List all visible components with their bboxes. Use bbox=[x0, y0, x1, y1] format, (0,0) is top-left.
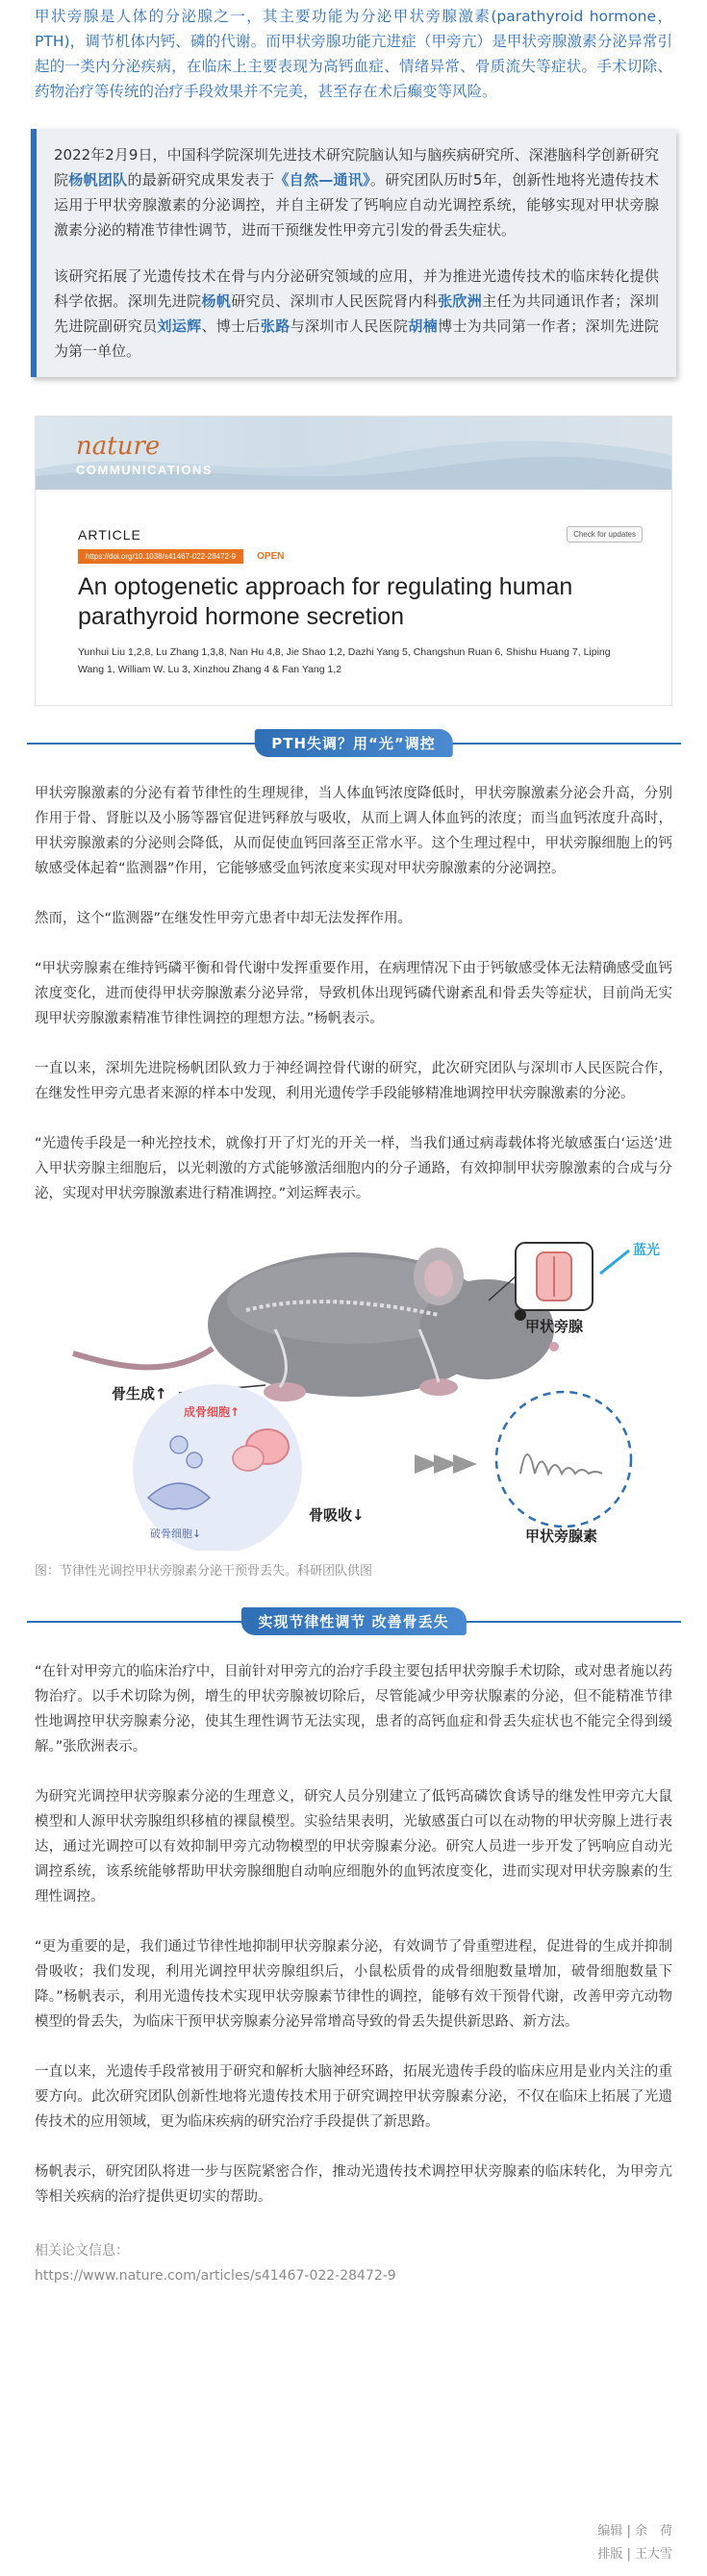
paper-title: An optogenetic approach for regulating human parathyroid hormone secretion bbox=[78, 573, 573, 630]
author-zhang-lu[interactable]: 张路 bbox=[260, 317, 290, 335]
mouse-tail bbox=[73, 1349, 213, 1367]
open-access-tag: OPEN bbox=[257, 551, 285, 562]
blue-light-icon bbox=[600, 1250, 629, 1274]
team-link[interactable]: 杨帆团队 bbox=[68, 171, 128, 189]
section-heading-2 bbox=[27, 1607, 681, 1634]
paragraph: 一直以来，光遗传手段常被用于研究和解析大脑神经环路，拓展光遗传手段的临床应用是业内关注的重要方向。此次研究团队创新性地将光遗传技术用于研究调控甲状旁腺素分泌，不仅在临床上拓展了光遗传技术的应用领域，更为临床疾病的研究治疗手段提供了新思路。 bbox=[35, 2064, 672, 2130]
callout-paragraph-1: 2022年2月9日，中国科学院深圳先进技术研究院脑认知与脑疾病研究所、深港脑科学创新研究院杨帆团队的最新研究成果发表于《自然—通讯》。研究团队历时5年，创新性地将光遗传技术运用于甲状旁腺激素的分泌调控，并自主研发了钙响应自动光调控系统，能够实现对甲状旁腺激素分泌的精准节律性调节，进而干预继发性甲旁亢引发的骨丢失症状。 bbox=[54, 146, 659, 239]
parathyroid-label: 甲状旁腺 bbox=[525, 1318, 584, 1335]
paragraph: “更为重要的是，我们通过节律性地抑制甲状旁腺素分泌，有效调节了骨重塑进程，促进骨的生成并抑制骨吸收；我们发现，利用光调控甲状旁腺组织后，小鼠松质骨的成骨细胞数量增加，破骨细胞数量下降。”杨帆表示，利用光遗传技术实现甲状旁腺素节律性的调控，能够有效干预骨代谢，改善甲旁亢动物模型的骨丢失，为临床干预甲状旁腺素分泌异常增高导致的骨丢失提供新思路、新方法。 bbox=[35, 1939, 672, 2030]
paragraph: “光遗传手段是一种光控技术，就像打开了灯光的开关一样，当我们通过病毒载体将光敏感蛋白‘运送’进入甲状旁腺主细胞后，以光刺激的方式能够激活细胞内的分子通路，有效抑制甲状旁腺激素的合成与分泌，实现对甲状旁腺激素进行精准调控。”刘运辉表示。 bbox=[35, 1136, 672, 1201]
paragraph: 然而，这个“监测器”在继发性甲旁亢患者中却无法发挥作用。 bbox=[35, 911, 413, 926]
author-yang[interactable]: 杨帆 bbox=[201, 292, 232, 310]
callout-paragraph-2: 该研究拓展了光遗传技术在骨与内分泌研究领域的应用，并为推进光遗传技术的临床转化提供科学依据。深圳先进院杨帆研究员、深圳市人民医院肾内科张欣洲主任为共同通讯作者；深圳先进院副研究员刘运辉、博士后张路与深圳市人民医院胡楠博士为共同第一作者；深圳先进院为第一单位。 bbox=[54, 267, 659, 360]
journal-logo: nature bbox=[76, 432, 161, 461]
section-1-body bbox=[0, 781, 707, 1206]
osteoblast-label: 成骨细胞↑ bbox=[184, 1405, 240, 1419]
bone-resorption-label: 骨吸收↓ bbox=[309, 1506, 365, 1524]
blue-light-label: 蓝光 bbox=[633, 1243, 660, 1258]
section-heading-1 bbox=[27, 729, 681, 756]
references bbox=[0, 2210, 707, 2288]
section-2-body bbox=[0, 1659, 707, 2210]
bone-formation-label: 骨生成↑ bbox=[112, 1385, 167, 1402]
osteoclast-label: 破骨细胞↓ bbox=[150, 1528, 202, 1540]
author-zhang-xinzhou[interactable]: 张欣洲 bbox=[438, 292, 483, 310]
paragraph: “甲状旁腺素在维持钙磷平衡和骨代谢中发挥重要作用，在病理情况下由于钙敏感受体无法精确感受血钙浓度变化，进而使得甲状旁腺激素分泌异常，导致机体出现钙磷代谢紊乱和骨丢失等症状，目前尚无实现甲状旁腺激素精准节律性调控的理想方法。”杨帆表示。 bbox=[35, 961, 672, 1026]
pth-circle bbox=[496, 1392, 631, 1527]
author-liu[interactable]: 刘运辉 bbox=[157, 317, 202, 335]
credits bbox=[597, 2520, 672, 2566]
mechanism-figure bbox=[35, 1233, 672, 1551]
journal-subtitle: COMMUNICATIONS bbox=[76, 463, 214, 477]
layout-credit: 排版 | 王大雪 bbox=[597, 2547, 672, 2562]
figure-caption: 图：节律性光调控甲状旁腺素分泌干预骨丢失。科研团队供图 bbox=[35, 1564, 373, 1578]
references-label: 相关论文信息： bbox=[35, 2243, 129, 2259]
section-heading-1-label: PTH失调？用“光”调控 bbox=[254, 729, 453, 757]
journal-banner bbox=[36, 417, 671, 490]
pth-label: 甲状旁腺素 bbox=[525, 1528, 598, 1545]
check-for-updates-button[interactable]: Check for updates bbox=[567, 526, 643, 543]
author-hu[interactable]: 胡楠 bbox=[408, 317, 439, 335]
paragraph: 为研究光调控甲状旁腺素分泌的生理意义，研究人员分别建立了低钙高磷饮食诱导的继发性甲旁亢大鼠模型和人源甲状旁腺组织移植的裸鼠模型。实验结果表明，光敏感蛋白可以在动物的甲状旁腺上进行表达，通过光调控可以有效抑制甲旁亢动物模型的甲状旁腺素分泌。研究人员进一步开发了钙响应自动光调控系统，该系统能够帮助甲状旁腺细胞自动响应细胞外的血钙浓度变化，进而实现对甲状旁腺素的生理性调控。 bbox=[35, 1789, 672, 1905]
paragraph: 杨帆表示，研究团队将进一步与医院紧密合作，推动光遗传技术调控甲状旁腺素的临床转化，为甲旁亢等相关疾病的治疗提供更切实的帮助。 bbox=[35, 2164, 672, 2205]
mouse-nose bbox=[549, 1342, 559, 1351]
paper-authors: Yunhui Liu 1,2,8, Lu Zhang 1,3,8, Nan Hu 4,8, Jie Shao 1,2, Dazhi Yang 5, Changshun Ruan 6, Shishu Huang 7, Liping Wang 1, William W. Lu 3, Xinzhou Zhang 4 & Fan Yang 1,2 bbox=[78, 646, 611, 675]
article-type: ARTICLE bbox=[78, 527, 141, 543]
doi-link[interactable]: https://doi.org/10.1038/s41467-022-28472-9 bbox=[78, 549, 243, 564]
paragraph: “在针对甲旁亢的临床治疗中，目前针对甲旁亢的治疗手段主要包括甲状旁腺手术切除，或对患者施以药物治疗。以手术切除为例，增生的甲状旁腺被切除后，尽管能减少甲旁状腺素的分泌，但不能精准节律性地调控甲状旁腺素分泌，使其生理性调节无法实现，患者的高钙血症和骨丢失症状也不能完全得到缓解。”张欣洲表示。 bbox=[35, 1664, 672, 1755]
paper-screenshot bbox=[35, 416, 672, 706]
mechanism-illustration bbox=[35, 1233, 672, 1551]
paragraph: 甲状旁腺激素的分泌有着节律性的生理规律，当人体血钙浓度降低时，甲状旁腺激素分泌会升高，分别作用于骨、肾脏以及小肠等器官促进钙释放与吸收，从而上调人体血钙的浓度；而当血钙浓度升高时，甲状旁腺激素的分泌则会降低，从而促使血钙回落至正常水平。这个生理过程中，甲状旁腺细胞上的钙敏感受体起着“监测器”作用，它能够感受血钙浓度来实现对甲状旁腺激素的分泌调控。 bbox=[35, 786, 672, 876]
editor-credit: 编辑 | 余 荷 bbox=[597, 2524, 672, 2538]
section-heading-2-label: 实现节律性调节 改善骨丢失 bbox=[240, 1607, 466, 1635]
reference-url[interactable]: https://www.nature.com/articles/s41467-022-28472-9 bbox=[35, 2268, 396, 2284]
journal-link[interactable]: 《自然—通讯》 bbox=[274, 171, 370, 189]
news-callout bbox=[31, 129, 676, 377]
doi-row bbox=[78, 549, 284, 564]
paragraph: 一直以来，深圳先进院杨帆团队致力于神经调控骨代谢的研究，此次研究团队与深圳市人民医院合作，在继发性甲旁亢患者来源的样本中发现，利用光遗传学手段能够精准地调控甲状旁腺激素的分泌。 bbox=[35, 1061, 672, 1101]
intro-paragraph: 甲状旁腺是人体的分泌腺之一，其主要功能为分泌甲状旁腺激素(parathyroid hormone，PTH)，调节机体内钙、磷的代谢。而甲状旁腺功能亢进症（甲旁亢）是甲状旁腺激素分泌异常引起的一类内分泌疾病，在临床上主要表现为高钙血症、情绪异常、骨质流失等症状。手术切除、药物治疗等传统的治疗手段效果并不完美，甚至存在术后癫变等风险。 bbox=[35, 8, 672, 100]
